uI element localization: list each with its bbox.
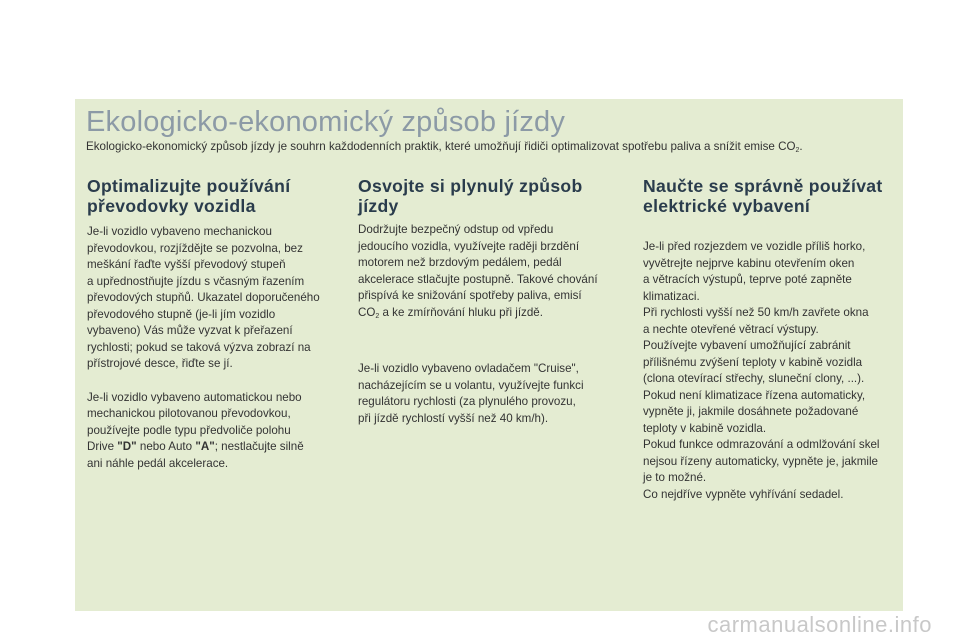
column-electrical-equipment [643,176,905,503]
paragraph-safe-distance: Dodržujte bezpečný odstup od vpředu jedoucího vozidla, využívejte raději brzdění motorem než brzdovým pedálem, pedál akcelerace stlačujte postupně. Takové chování přispívá ke snižování spotřeby paliva, emisí $CO_2$ a ke zmírňování hluku při jízdě. [358,223,598,320]
column-heading: Osvojte si plynulý způsob jízdy [358,176,583,216]
column-heading: Naučte se správně používat elektrické vybavení [643,176,883,216]
drive-mode-line: Drive "D" nebo Auto "A"; nestlačujte silně [87,440,304,453]
intro-text: Ekologicko-ekonomický způsob jízdy je souhrn každodenních praktik, které umožňují řidiči optimalizovat spotřebu paliva a snížit emise $CO_2$. [86,140,803,154]
paragraph-manual-gearbox: Je-li vozidlo vybaveno mechanickou převodovkou, rozjíždějte se pozvolna, bez meškání řaďte vyšší převodový stupeň a upřednostňujte jízdu s včasným řazením převodových stupňů. Ukazatel doporučeného převodového stupně (je-li jím vozidlo vybaveno) Vás může vyzvat k přeřazení rychlosti; pokud se taková výzva zobrazí na přístrojové desce, řiďte se jí. [87,225,320,370]
paragraph-climate-control: Je-li před rozjezdem ve vozidle příliš horko, vyvětrejte nejprve kabinu otevřením oken a větracích výstupů, teprve poté zapněte klimatizaci. Při rychlosti vyšší než 50 km/h zavřete okna a nechte otevřené větrací výstupy. Používejte vybavení umožňující zabránit přílišnému zvýšení teploty v kabině vozidla (clona otevírací střechy, sluneční clony, ...). Pokud není klimatizace řízena automaticky, vypněte ji, jakmile dosáhnete požadované teploty v kabině vozidla. Pokud funkce odmrazování a odmlžování skel nejsou řízeny automaticky, vypněte je, jakmile je to možné. Co nejdříve vypněte vyhřívání sedadel. [643,240,880,501]
column-smooth-driving [358,176,623,427]
column-heading: Optimalizujte používání převodovky vozidla [87,176,291,216]
column-transmission [87,176,347,472]
watermark: carmanualsonline.info [707,612,932,637]
page-title: Ekologicko-ekonomický způsob jízdy [86,106,566,138]
paragraph-automatic-gearbox: Je-li vozidlo vybaveno automatickou nebo mechanickou pilotovanou převodovkou, používejte podle typu předvoliče polohu Drive "D" nebo Auto "A"; nestlačujte silně ani náhle pedál akcelerace. [87,390,347,473]
paragraph-cruise-control: Je-li vozidlo vybaveno ovladačem "Cruise", nacházejícím se u volantu, využívejte funkci regulátoru rychlosti (za plynulého provozu, při jízdě rychlostí vyšší než 40 km/h). [358,362,584,425]
